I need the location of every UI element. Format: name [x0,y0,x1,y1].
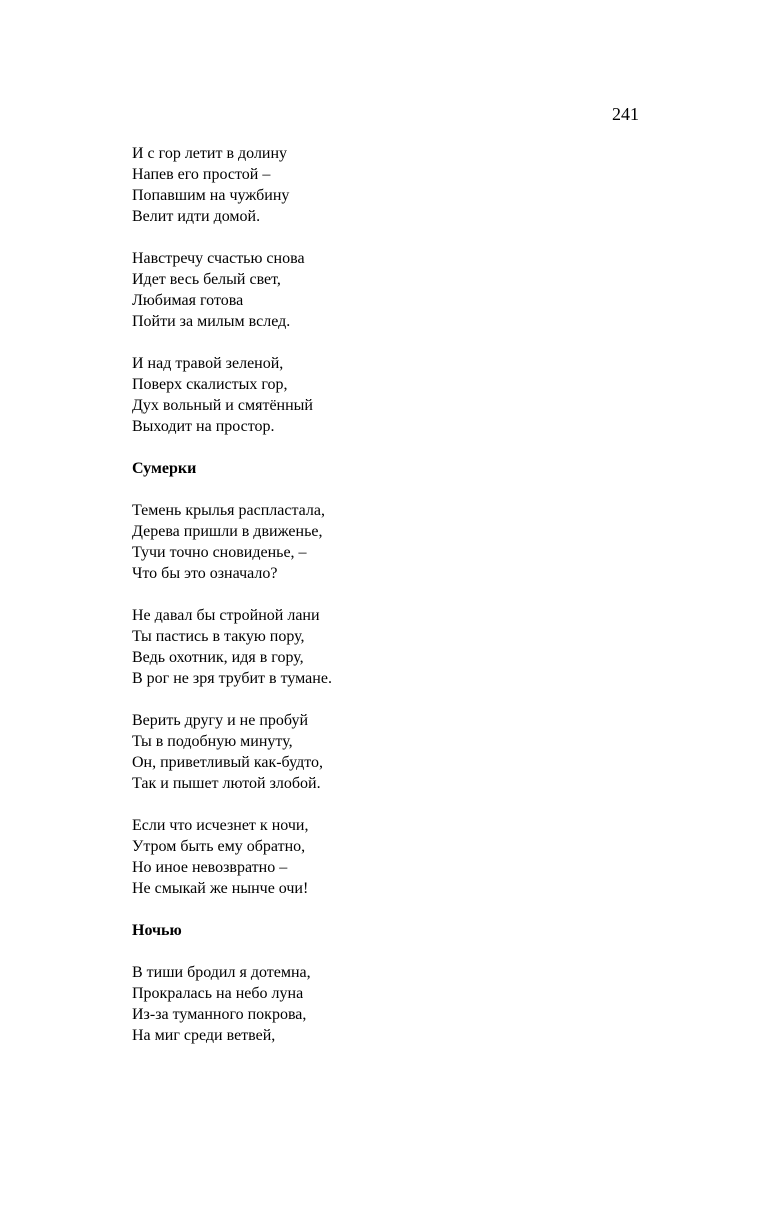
verse-line: В рог не зря трубит в тумане. [132,670,332,687]
verse-line: И над травой зеленой, [132,355,284,372]
verse-line: Дух вольный и смятённый [132,397,313,414]
verse-line: Ведь охотник, идя в гору, [132,649,304,666]
verse-line: Ты пастись в такую пору, [132,628,305,645]
verse-line: Напев его простой – [132,166,271,183]
verse-line: Ты в подобную минуту, [132,733,293,750]
verse-line: Если что исчезнет к ночи, [132,817,309,834]
verse-line: Он, приветливый как-будто, [132,754,323,771]
verse-line: Дерева пришли в движенье, [132,523,323,540]
verse-line: Поверх скалистых гор, [132,376,288,393]
verse-line: Но иное невозвратно – [132,859,288,876]
stanza [132,500,692,584]
verse-line: Так и пышет лютой злобой. [132,775,321,792]
verse-line: Не давал бы стройной лани [132,607,320,624]
verse-line: Что бы это означало? [132,565,278,582]
verse-line: В тиши бродил я дотемна, [132,964,311,981]
verse-line: Выходит на простор. [132,418,275,435]
verse-line: Попавшим на чужбину [132,187,290,204]
verse-line: На миг среди ветвей, [132,1027,276,1044]
verse-line: Верить другу и не пробуй [132,712,308,729]
verse-line: Пойти за милым вслед. [132,313,291,330]
page-number: 241 [612,104,639,124]
verse-line: И с гор летит в долину [132,145,288,162]
verse-line: Навстречу счастью снова [132,250,305,267]
stanza [132,962,692,1046]
verse-line: Прокралась на небо луна [132,985,304,1002]
verse-line: Идет весь белый свет, [132,271,281,288]
page-content [132,143,692,1046]
stanza [132,710,692,794]
verse-line: Из-за туманного покрова, [132,1006,307,1023]
stanza [132,353,692,437]
stanza [132,605,692,689]
verse-line: Велит идти домой. [132,208,261,225]
verse-line: Любимая готова [132,292,244,309]
verse-line: Утром быть ему обратно, [132,838,306,855]
poem-title-sumerki: Сумерки [132,460,197,477]
verse-line: Не смыкай же нынче очи! [132,880,309,897]
verse-line: Тучи точно сновиденье, – [132,544,307,561]
verse-line: Темень крылья распластала, [132,502,325,519]
stanza [132,248,692,332]
stanza [132,815,692,899]
stanza [132,143,692,227]
poem-title-nochyu: Ночью [132,922,182,939]
